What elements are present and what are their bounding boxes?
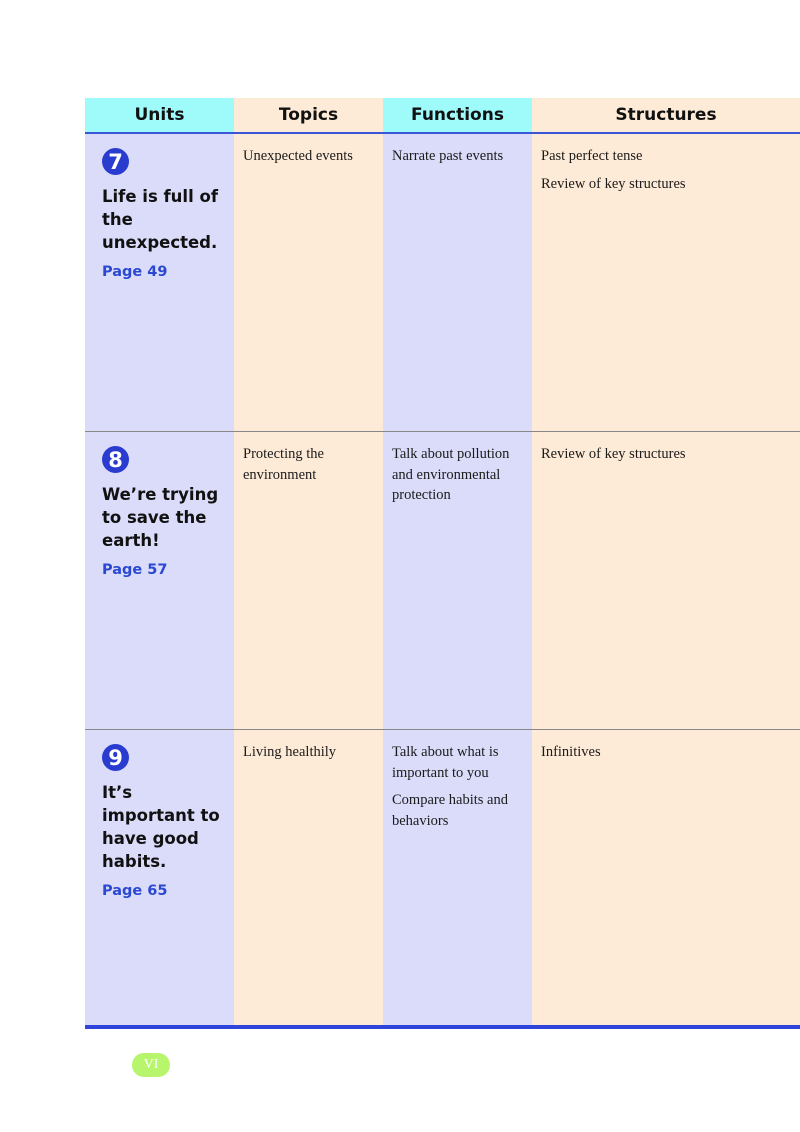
topics-cell xyxy=(234,432,383,729)
unit-row-7 xyxy=(85,134,800,431)
header-row xyxy=(85,98,800,132)
units-cell xyxy=(85,432,234,729)
topics-cell xyxy=(234,134,383,431)
table-bottom-rule xyxy=(85,1025,800,1029)
header-topics: Topics xyxy=(234,98,383,132)
contents-table xyxy=(85,98,800,1029)
unit-page-link[interactable]: Page 49 xyxy=(102,264,168,280)
topics-cell xyxy=(234,730,383,1025)
function-item: Talk about what is important to you xyxy=(392,744,499,781)
unit-title: Life is full of the unexpected. xyxy=(102,187,218,252)
header-structures: Structures xyxy=(532,98,800,132)
unit-row-8 xyxy=(85,432,800,729)
unit-title: We’re trying to save the earth! xyxy=(102,485,219,550)
functions-cell xyxy=(383,134,532,431)
function-item: Talk about pollution and environmental protection xyxy=(392,446,510,503)
structures-cell xyxy=(532,432,800,729)
header-functions: Functions xyxy=(383,98,532,132)
unit-title: It’s important to have good habits. xyxy=(102,783,220,871)
structures-cell xyxy=(532,134,800,431)
structure-item: Infinitives xyxy=(541,744,601,760)
units-cell xyxy=(85,730,234,1025)
functions-cell xyxy=(383,730,532,1025)
unit-number-badge: 9 xyxy=(102,744,129,771)
functions-cell xyxy=(383,432,532,729)
page-number-badge: VI xyxy=(132,1053,170,1077)
structure-item: Review of key structures xyxy=(541,175,686,192)
structure-item: Past perfect tense xyxy=(541,148,643,164)
topic-item: Protecting the environment xyxy=(243,446,324,483)
unit-page-link[interactable]: Page 57 xyxy=(102,562,168,578)
function-item: Compare habits and behaviors xyxy=(392,792,508,829)
structures-cell xyxy=(532,730,800,1025)
units-cell xyxy=(85,134,234,431)
structure-item: Review of key structures xyxy=(541,446,686,462)
unit-page-link[interactable]: Page 65 xyxy=(102,883,168,899)
unit-row-9 xyxy=(85,730,800,1025)
unit-number-badge: 7 xyxy=(102,148,129,175)
topic-item: Living healthily xyxy=(243,744,337,760)
function-item: Narrate past events xyxy=(392,148,504,164)
topic-item: Unexpected events xyxy=(243,148,353,164)
header-units: Units xyxy=(85,98,234,132)
unit-number-badge: 8 xyxy=(102,446,129,473)
